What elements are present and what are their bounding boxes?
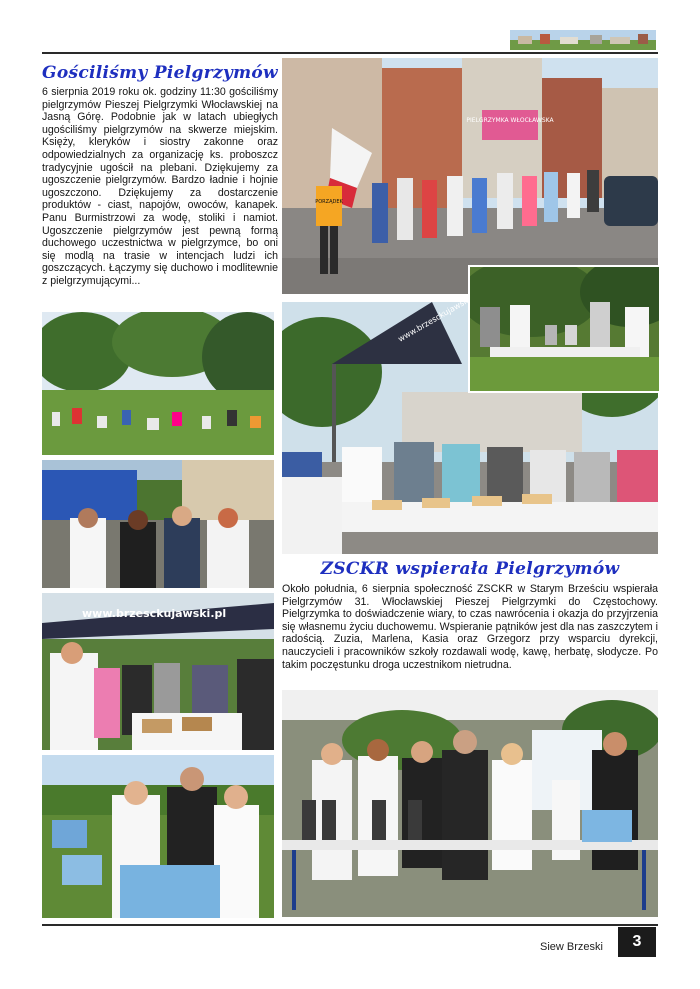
photo-tent-service bbox=[42, 593, 274, 750]
photo-students-water bbox=[42, 755, 274, 918]
article2-heading: ZSCKR wspierała Pielgrzymów bbox=[320, 559, 620, 579]
procession-banner-text: PIELGRZYMKA WŁOCŁAWSKA bbox=[466, 117, 554, 124]
footer-magazine-name: Siew Brzeski bbox=[540, 941, 603, 953]
photo-procession bbox=[282, 58, 658, 294]
vest-text: PORZĄDEK bbox=[315, 199, 343, 205]
bottom-rule bbox=[42, 924, 658, 926]
tent2-text: www.brzesckujawski.pl bbox=[82, 607, 227, 620]
photo-food-table bbox=[468, 265, 661, 393]
photo-students-group bbox=[282, 690, 658, 917]
article1-body: 6 sierpnia 2019 roku ok. godziny 11:30 gościliśmy pielgrzymów Pieszej Pielgrzymki Włocławskiej na Jasną Górę. Podobnie jak w latach ubiegłych ugościliśmy pielgrzymów na skwerze miejskim. Księży, kleryków i siostry zakonne oraz odpowiedzialnych za organizację ks. proboszcz tradycyjnie ugościł na plebani. Dziękujemy za ugoszczenie pielgrzymów. Bardzo ładnie i hojnie ugoszczono. Dziękujemy za dostarczenie produktów - ciast, napojów, owoców, kanapek. Panu Burmistrzowi za wodę, stoliki i namiot. Ugoszczenie pielgrzymów jest pewną formą duchowego uczestnictwa w pielgrzymce, bo oni się modlą na trasie w intencjach ludzi ich goszczących. Łączymy się duchowo i modlitewnie z pielgrzymującymi... bbox=[42, 86, 278, 287]
page-number: 3 bbox=[618, 927, 656, 957]
article2-body: Około południa, 6 sierpnia społeczność ZSCKR w Starym Brześciu wspierała Pielgrzymów 31. Włocławskiej Pieszej Pielgrzymki do Częstochowy. Pielgrzymka to doświadczenie wiary, to czas nawrócenia i okazja do przyjrzenia się własnemu życiu duchowemu. Wspieranie pątników jest dla nas zaszczytem i radością. Zuzia, Marlena, Kasia oraz Grzegorz przy wsparciu dyrekcji, nauczycieli i pracowników szkoły rozdawali wodę, kawę, herbatę, słodycze. Po takim poczęstunku droga uczestnikom nietrudna. bbox=[282, 583, 658, 671]
top-rule bbox=[42, 52, 658, 54]
header-town-photo bbox=[510, 30, 656, 50]
article1-heading: Gościliśmy Pielgrzymów bbox=[42, 63, 278, 83]
photo-crowd-park bbox=[42, 312, 274, 455]
photo-women-group bbox=[42, 460, 274, 588]
